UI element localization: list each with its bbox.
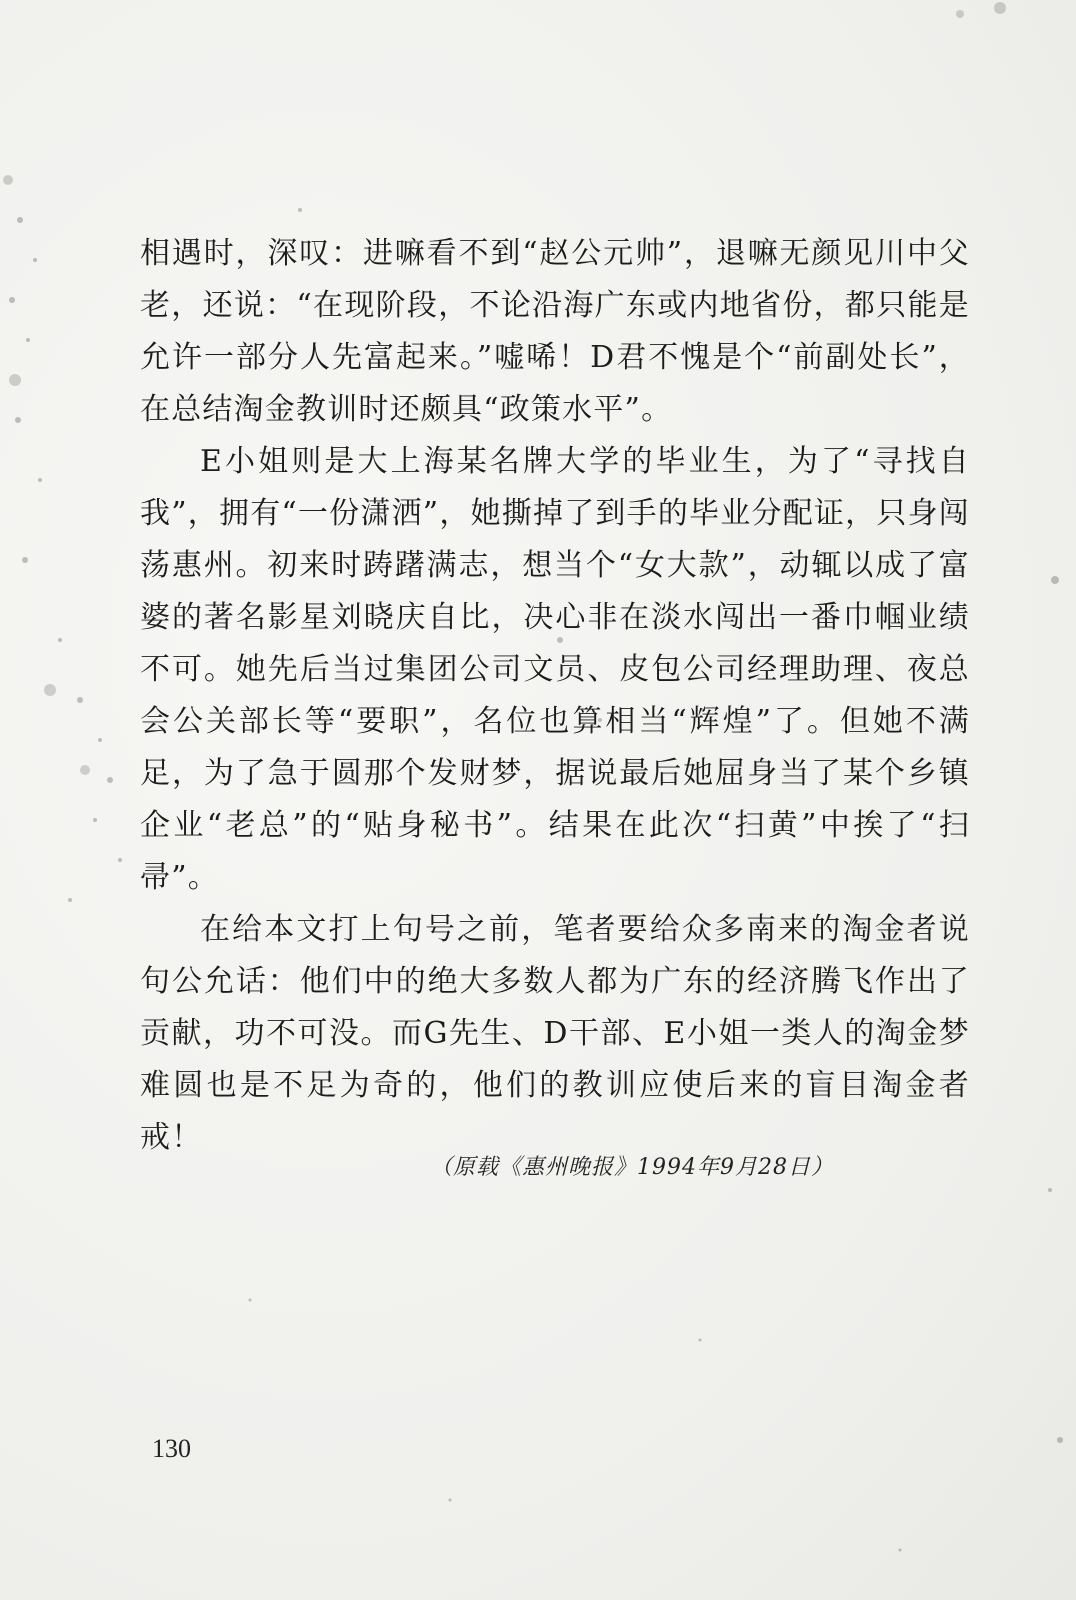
paragraph-miss-e: E小姐则是大上海某名牌大学的毕业生，为了“寻找自我”，拥有“一份潇洒”，她撕掉了到手的毕业分配证，只身闯荡惠州。初来时踌躇满志，想当个“女大款”，动辄以成了富婆的著名影星刘晓庆自比，决心非在淡水闯出一番巾帼业绩不可。她先后当过集团公司文员、皮包公司经理助理、夜总会公关部长等“要职”，名位也算相当“辉煌”了。但她不满足，为了急于圆那个发财梦，据说最后她屈身当了某个乡镇企业“老总”的“贴身秘书”。结果在此次“扫黄”中挨了“扫帚”。	[140, 444, 970, 895]
page-number: 130	[152, 1434, 191, 1463]
article-body	[140, 228, 970, 1164]
paragraph-conclusion: 在给本文打上句号之前，笔者要给众多南来的淘金者说句公允话：他们中的绝大多数人都为广东的经济腾飞作出了贡献，功不可没。而G先生、D干部、E小姐一类人的淘金梦难圆也是不足为奇的，他们的教训应使后来的盲目淘金者戒！	[140, 912, 970, 1155]
paragraph-continued: 相遇时，深叹：进嘛看不到“赵公元帅”，退嘛无颜见川中父老，还说：“在现阶段，不论沿海广东或内地省份，都只能是允许一部分人先富起来。”嘘唏！D君不愧是个“前副处长”，在总结淘金教训时还颇具“政策水平”。	[140, 236, 970, 427]
source-citation: （原载《惠州晚报》1994年9月28日）	[430, 1155, 834, 1180]
